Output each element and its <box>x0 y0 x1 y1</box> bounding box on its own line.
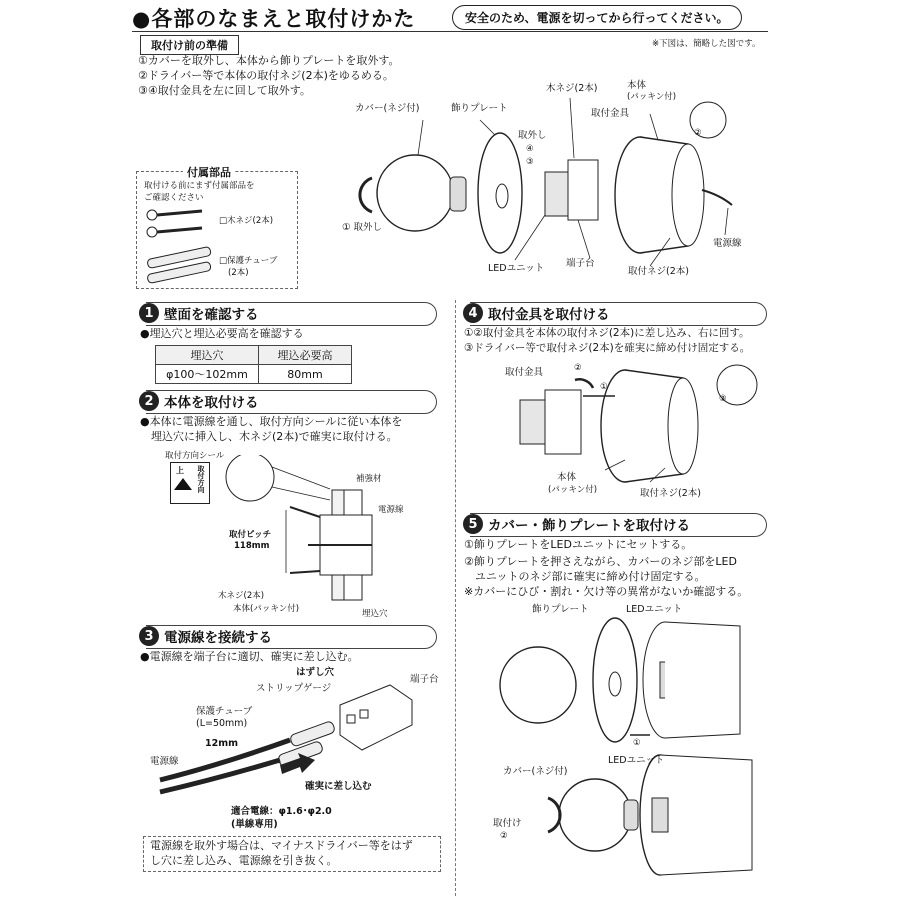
s5-plate: 飾りプレート <box>532 604 589 615</box>
s2-pitch-2: 118mm <box>234 541 270 551</box>
s2-seal-label: 取付方向シール <box>165 451 225 461</box>
s4-header <box>463 302 610 324</box>
ov-terminal-label: 端子台 <box>566 258 595 269</box>
cover-thread <box>450 177 466 211</box>
s3-desc: ●電源線を端子台に適切、確実に差し込む。 <box>140 650 359 663</box>
ov-plate-label: 飾りプレート <box>451 103 508 114</box>
overview-diagram <box>330 90 770 290</box>
s4-packing: (パッキン付) <box>548 485 598 495</box>
ov-led-label: LEDユニット <box>488 263 545 274</box>
prep-step-3: ③④取付金具を左に回して取外す。 <box>138 84 311 97</box>
bracket-shape <box>545 390 581 454</box>
ov-woodscrew-label: 木ネジ(2本) <box>546 83 598 94</box>
ov-packing-label: (パッキン付) <box>627 92 677 102</box>
ov-c2: ② <box>694 128 702 138</box>
cover-globe <box>377 155 453 231</box>
s3-note-1: 電源線を取外す場合は、マイナスドライバー等をはず <box>150 839 413 852</box>
led-thread-2 <box>652 798 668 832</box>
cover-globe <box>500 647 576 723</box>
s5-desc-3: ユニットのネジ部に確実に締め付け固定する。 <box>464 570 706 583</box>
screw-icon <box>147 210 157 220</box>
s4-diagram <box>515 360 765 500</box>
s4-c3: ③ <box>719 394 727 404</box>
accessories-drawing <box>142 205 222 285</box>
s2-seal-box <box>170 462 210 504</box>
ov-remove-label: 取外し <box>518 130 547 141</box>
led-body <box>665 622 740 738</box>
s1-desc: ●埋込穴と埋込必要高を確認する <box>140 327 304 340</box>
s2-desc-1: ●本体に電源線を通し、取付方向シールに従い本体を <box>140 415 403 428</box>
s2-pitch-1: 取付ピッチ <box>229 530 272 540</box>
body-back <box>668 378 698 474</box>
s1-header <box>139 302 259 324</box>
s4-number: 4 <box>463 303 483 323</box>
ov-c3: ③ <box>526 157 534 167</box>
accessories-note-2: ご確認ください <box>144 193 204 203</box>
plate-hole <box>609 672 621 696</box>
s5-led-2: LEDユニット <box>608 755 665 766</box>
ov-bracket-label: 取付金具 <box>591 108 630 119</box>
s3-strip: ストリップゲージ <box>256 683 332 694</box>
s3-len12: 12mm <box>205 738 239 749</box>
s3-tube: 保護チューブ <box>196 706 253 717</box>
accessories-title: 付属部品 <box>183 164 235 180</box>
s3-terminal: 端子台 <box>410 674 439 685</box>
s4-c1: ① <box>600 382 608 392</box>
s2-seal-up: 上 <box>176 466 184 475</box>
acc-item-2a: □保護チューブ <box>219 256 278 266</box>
s3-note-2: し穴に差し込み、電源線を引き抜く。 <box>150 854 338 867</box>
s2-reinforce: 補強材 <box>356 474 382 484</box>
s5-number: 5 <box>463 514 483 534</box>
screw-icon <box>147 227 157 237</box>
s2-number: 2 <box>139 391 159 411</box>
s5-desc-4: ※カバーにひび・割れ・欠け等の異常がないか確認する。 <box>464 585 749 598</box>
acc-item-1: □木ネジ(2本) <box>219 216 274 226</box>
wire-shape <box>702 190 732 205</box>
rotate-arrow <box>575 379 593 388</box>
bracket-shape <box>568 160 598 220</box>
s4-bracket: 取付金具 <box>505 367 544 378</box>
s4-desc-2: ③ドライバー等で取付ネジ(2本)を確実に締め付け固定する。 <box>464 342 751 354</box>
s5-title: カバー・飾りプレートを取付ける <box>488 518 690 534</box>
s1-number: 1 <box>139 303 159 323</box>
s1-td-depth: 80mm <box>259 365 352 384</box>
s5-desc-2: ②飾りプレートを押さえながら、カバーのネジ部をLED <box>464 555 737 568</box>
page-title: ●各部のなまえと取付けかた <box>132 7 416 31</box>
body-back <box>672 144 704 246</box>
header-divider <box>132 31 768 32</box>
ov-c4: ④ <box>526 144 534 154</box>
cover-thread-2 <box>624 800 638 830</box>
s1-th-depth: 埋込必要高 <box>259 346 352 365</box>
s2-desc-2: 埋込穴に挿入し、木ネジ(2本)で確実に取付ける。 <box>140 430 398 443</box>
s3-tube-len: (L=50mm) <box>196 718 248 729</box>
s3-title: 電源線を接続する <box>164 630 272 646</box>
s5-c2: ② <box>500 831 508 841</box>
s4-c2: ② <box>574 363 582 373</box>
plate-hole <box>496 184 508 208</box>
s3-insert: 確実に差し込む <box>305 781 372 792</box>
s4-title: 取付金具を取付ける <box>488 307 610 323</box>
ov-body-label: 本体 <box>627 80 647 91</box>
s5-c1: ① <box>633 738 641 748</box>
s3-header <box>139 625 272 647</box>
s4-body: 本体 <box>557 472 577 483</box>
ov-c1-remove: ① 取外し <box>342 222 383 233</box>
accessories-note-1: 取付ける前にまず付属部品を <box>144 181 255 191</box>
s2-wire: 電源線 <box>378 505 404 515</box>
prep-step-1: ①カバーを取外し、本体から飾りプレートを取外す。 <box>138 54 400 67</box>
s2-body: 本体(パッキン付) <box>233 604 300 614</box>
led-body-2 <box>660 755 752 875</box>
up-arrow-icon <box>174 478 192 490</box>
s1-title: 壁面を確認する <box>164 307 259 323</box>
s5-attach: 取付け <box>493 818 522 829</box>
prep-label: 取付け前の準備 <box>140 35 239 55</box>
s3-wire: 電源線 <box>150 756 179 767</box>
s4-mountscrew: 取付ネジ(2本) <box>640 488 701 499</box>
s1-th-hole: 埋込穴 <box>156 346 259 365</box>
s1-td-hole: φ100～102mm <box>156 365 259 384</box>
s4-desc-1: ①②取付金具を本体の取付ネジ(2本)に差し込み、右に回す。 <box>464 327 750 339</box>
s1-dimension-table <box>155 345 352 384</box>
safety-notice: 安全のため、電源を切ってから行ってください。 <box>452 5 742 30</box>
rotate-arrow <box>360 178 372 212</box>
s2-header <box>139 390 259 412</box>
s5-led-1: LEDユニット <box>626 604 683 615</box>
ov-wire-label: 電源線 <box>713 238 742 249</box>
s3-compat-2: (単線専用) <box>231 819 278 830</box>
s5-desc-1: ①飾りプレートをLEDユニットにセットする。 <box>464 538 693 551</box>
s3-number: 3 <box>139 626 159 646</box>
s3-compat-1: 適合電線：φ1.6･φ2.0 <box>231 806 332 817</box>
ov-mountscrew-label: 取付ネジ(2本) <box>628 266 689 277</box>
s3-release: はずし穴 <box>296 667 335 678</box>
rotate-arrow <box>548 798 560 832</box>
ov-cover-label: カバー(ネジ付) <box>355 103 420 114</box>
s2-hole: 埋込穴 <box>362 609 388 619</box>
s5-header <box>463 513 690 535</box>
cover-globe-2 <box>559 779 631 851</box>
column-divider <box>455 300 456 896</box>
s2-seal-dir: 取付方向 <box>197 465 205 493</box>
seal-detail-circle <box>226 455 274 501</box>
s2-title: 本体を取付ける <box>164 395 259 411</box>
prep-note: ※下図は、簡略した図です。 <box>652 39 761 49</box>
prep-step-2: ②ドライバー等で本体の取付ネジ(2本)をゆるめる。 <box>138 69 394 82</box>
s5-cover: カバー(ネジ付) <box>503 766 568 777</box>
s2-woodscrew: 木ネジ(2本) <box>218 591 265 601</box>
acc-item-2b: (2本) <box>228 268 249 278</box>
